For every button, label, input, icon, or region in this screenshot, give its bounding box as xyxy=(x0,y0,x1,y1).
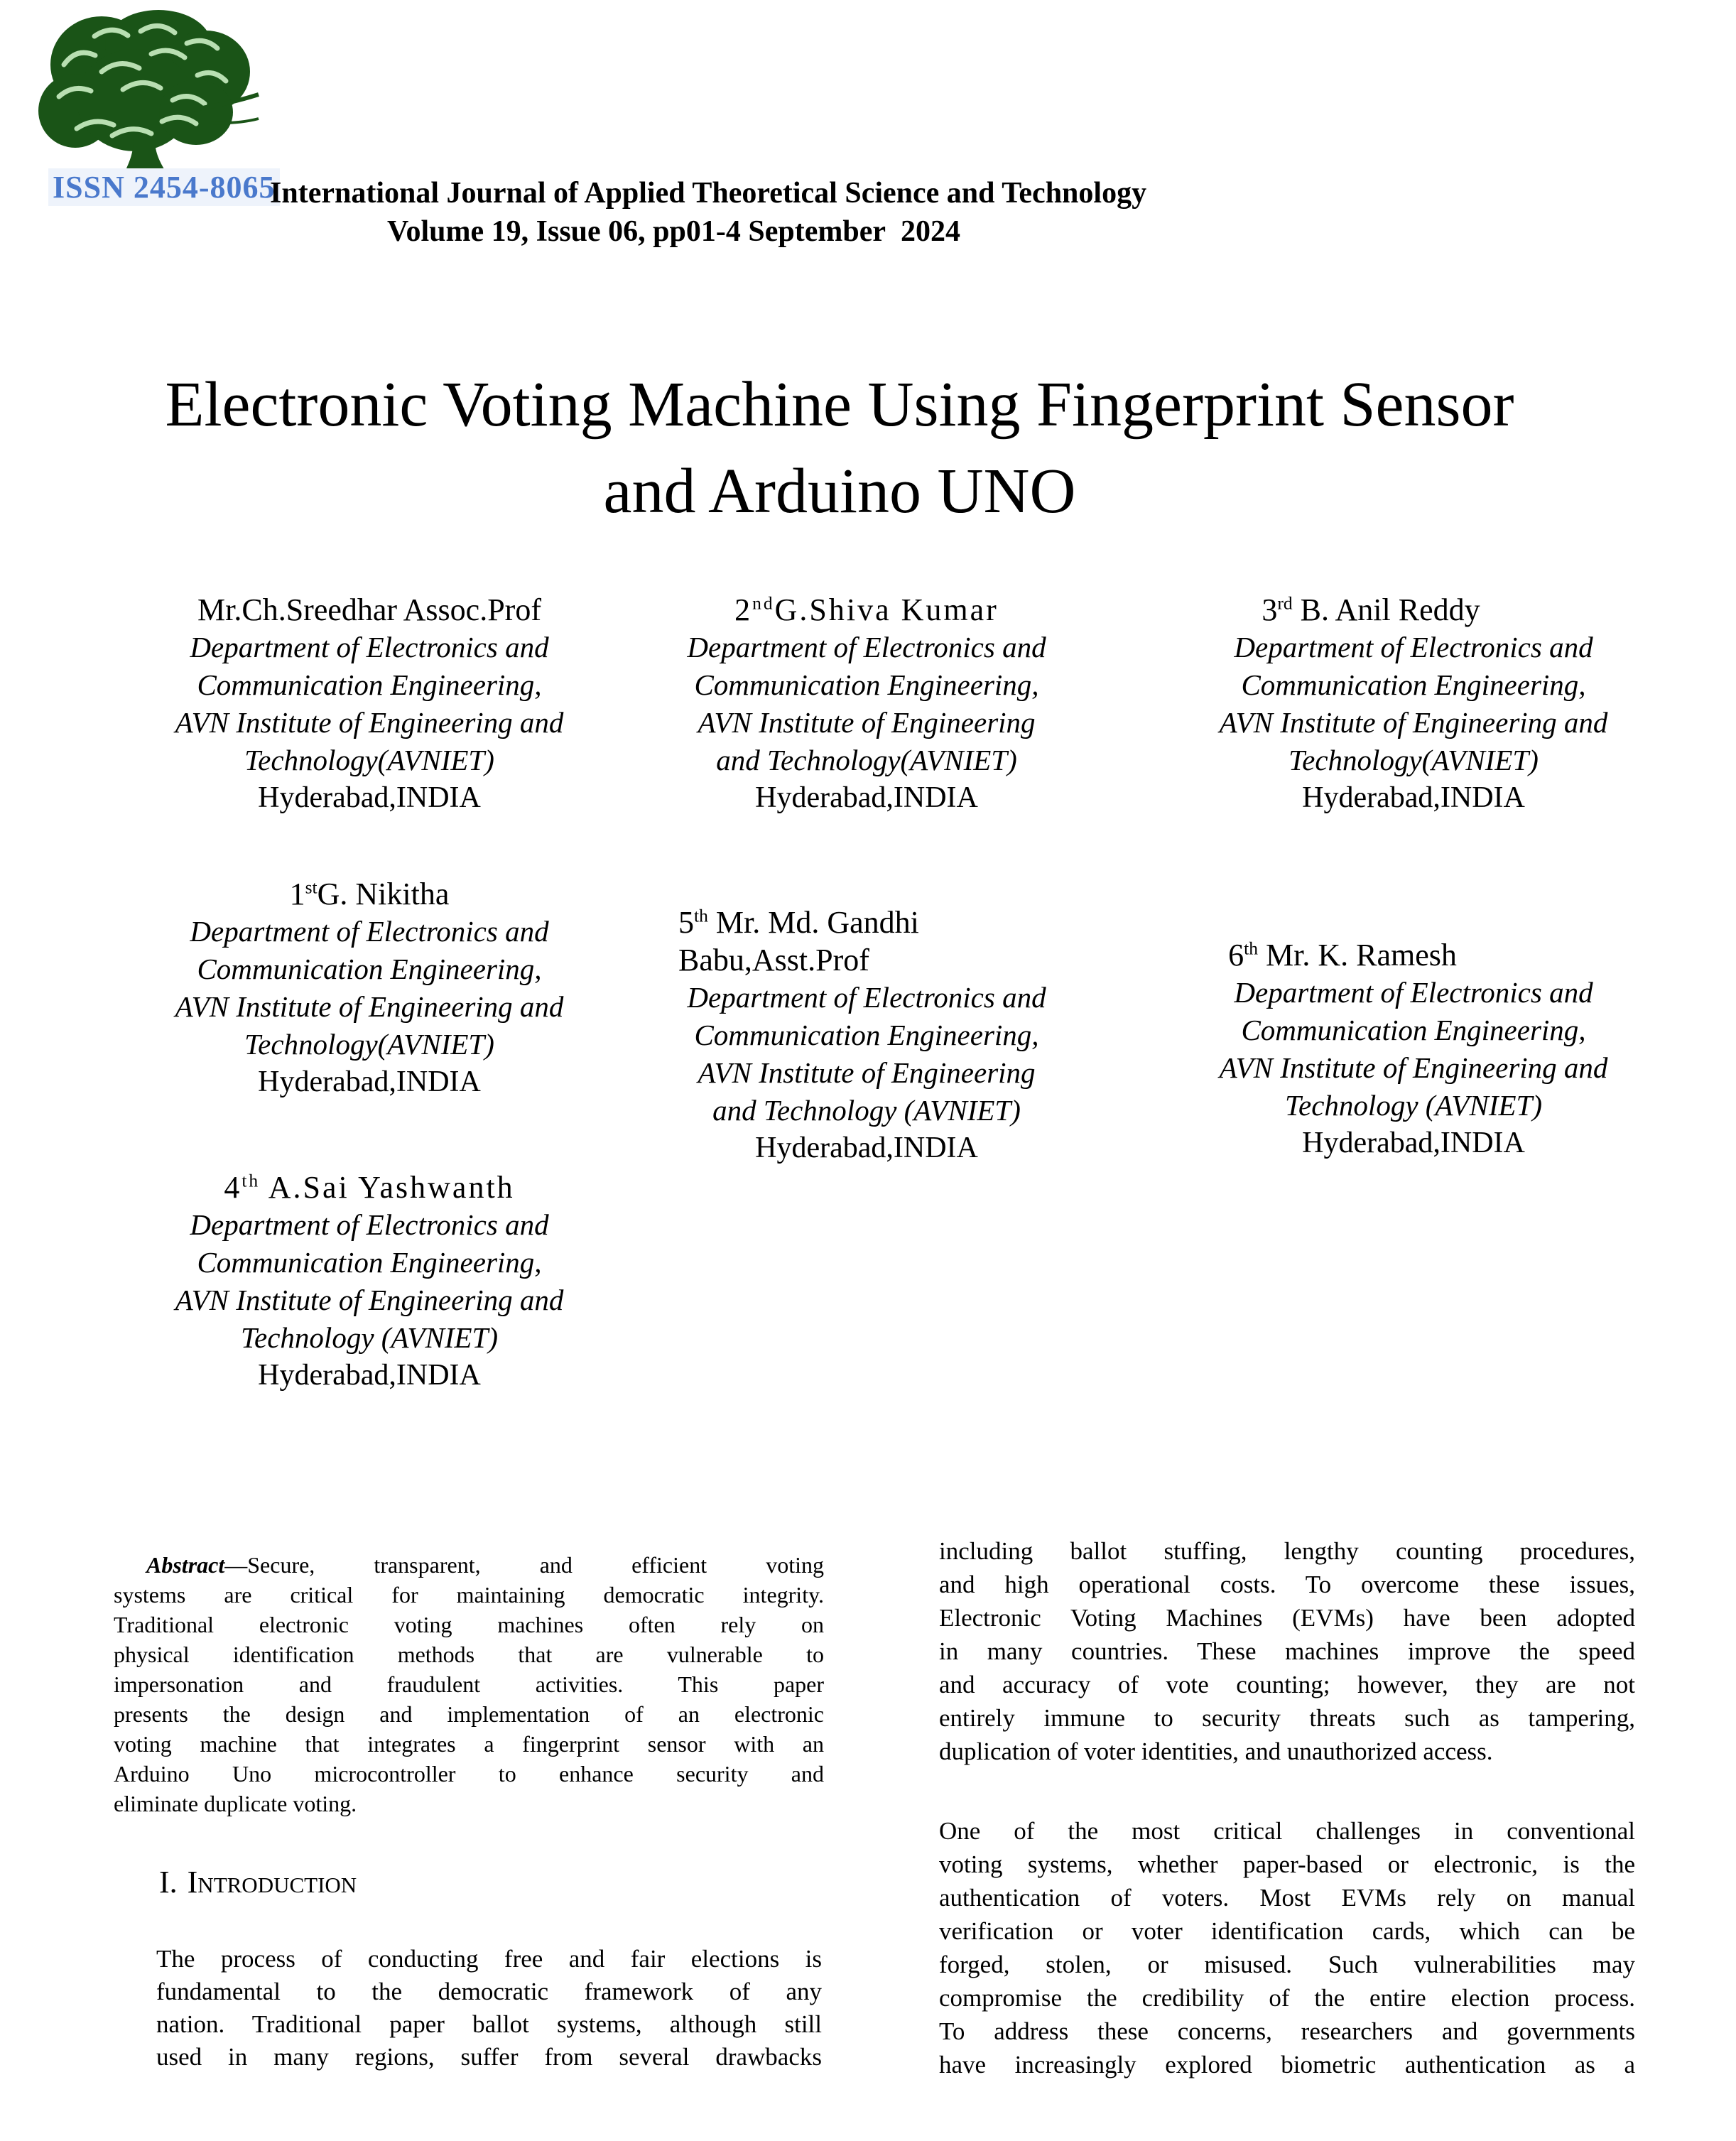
body-line: have increasingly explored biometric authentication as a xyxy=(939,2051,1635,2078)
abstract-line: physical identification methods that are vulnerable to xyxy=(114,1642,824,1667)
author-affiliation-line: and Technology (AVNIET) xyxy=(712,1094,1021,1127)
author-affiliation-line: Department of Electronics and xyxy=(687,631,1046,663)
journal-name: International Journal of Applied Theoretical Science and Technology xyxy=(270,177,1147,210)
author-block-7 xyxy=(99,1169,639,1394)
author-city: Hyderabad,INDIA xyxy=(258,1066,481,1098)
body-line: compromise the credibility of the entire election process. xyxy=(939,1984,1635,2012)
author-block-3 xyxy=(1151,591,1676,817)
author-affiliation-line: AVN Institute of Engineering and xyxy=(175,1284,564,1316)
author-city: Hyderabad,INDIA xyxy=(755,1132,978,1164)
issn-number: ISSN 2454-8065 xyxy=(48,168,280,206)
abstract-label: Abstract xyxy=(146,1552,225,1578)
author-affiliation-line: Communication Engineering, xyxy=(694,668,1039,701)
author-affiliation-line: Department of Electronics and xyxy=(687,981,1046,1014)
body-line: verification or voter identification cards, which can be xyxy=(939,1917,1635,1945)
body-line: including ballot stuffing, lengthy counting procedures, xyxy=(939,1537,1635,1565)
brain-tree-icon xyxy=(27,4,261,182)
author-affiliation-line: Department of Electronics and xyxy=(190,915,549,948)
abstract-line: impersonation and fraudulent activities. This paper xyxy=(114,1671,824,1697)
abstract-line: presents the design and implementation of an electronic xyxy=(114,1701,824,1727)
author-name: 1stG. Nikitha xyxy=(289,877,450,911)
section-title: Introduction xyxy=(187,1865,357,1899)
author-city: Hyderabad,INDIA xyxy=(258,781,481,814)
abstract-line: systems are critical for maintaining democratic integrity. xyxy=(114,1582,824,1608)
author-affiliation-line: and Technology(AVNIET) xyxy=(716,744,1017,776)
right-column-paragraph-2 xyxy=(939,1814,1635,2081)
author-block-5 xyxy=(611,904,1122,1167)
author-city: Hyderabad,INDIA xyxy=(1302,781,1525,814)
body-line: forged, stolen, or misused. Such vulnerabilities may xyxy=(939,1951,1635,1978)
abstract-line: Arduino Uno microcontroller to enhance security and xyxy=(114,1761,824,1787)
author-city: Hyderabad,INDIA xyxy=(755,781,978,814)
body-line: One of the most critical challenges in conventional xyxy=(939,1817,1635,1845)
introduction-paragraph xyxy=(156,1943,822,2074)
body-line: voting systems, whether paper-based or electronic, is the xyxy=(939,1850,1635,1878)
abstract-section xyxy=(114,1550,824,1819)
author-affiliation-line: AVN Institute of Engineering and xyxy=(175,990,564,1023)
paper-title-line2: and Arduino UNO xyxy=(603,456,1076,526)
author-city: Hyderabad,INDIA xyxy=(258,1359,481,1392)
author-affiliation-line: AVN Institute of Engineering and xyxy=(1219,706,1608,739)
author-affiliation-line: Technology (AVNIET) xyxy=(1285,1089,1542,1122)
abstract-line: Traditional electronic voting machines often rely on xyxy=(114,1612,824,1637)
body-line: nation. Traditional paper ballot systems, although still xyxy=(156,2010,822,2038)
body-line: duplication of voter identities, and unauthorized access. xyxy=(939,1738,1493,1765)
section-numeral: I. xyxy=(159,1865,178,1899)
right-column-paragraph-1 xyxy=(939,1534,1635,1768)
author-affiliation-line: Department of Electronics and xyxy=(190,1208,549,1241)
body-line: used in many regions, suffer from several drawbacks xyxy=(156,2043,822,2071)
author-name-line2: Babu,Asst.Prof xyxy=(678,943,869,977)
author-block-2 xyxy=(611,591,1122,817)
body-line: entirely immune to security threats such as tampering, xyxy=(939,1704,1635,1732)
author-block-1 xyxy=(99,591,639,817)
author-affiliation-line: Communication Engineering, xyxy=(1241,668,1586,701)
author-name: 3rd B. Anil Reddy xyxy=(1262,592,1480,627)
author-affiliation-line: AVN Institute of Engineering and xyxy=(1219,1051,1608,1084)
author-name: 6th Mr. K. Ramesh xyxy=(1228,938,1457,972)
body-line: in many countries. These machines improve the speed xyxy=(939,1637,1635,1665)
author-block-6 xyxy=(1151,936,1676,1162)
body-line: and accuracy of vote counting; however, they are not xyxy=(939,1671,1635,1698)
author-affiliation-line: Department of Electronics and xyxy=(1234,976,1593,1009)
author-affiliation-line: Technology(AVNIET) xyxy=(1289,744,1539,776)
author-name: 2ndG.Shiva Kumar xyxy=(734,592,999,627)
author-affiliation-line: Communication Engineering, xyxy=(197,1246,542,1279)
author-affiliation-line: AVN Institute of Engineering xyxy=(698,1056,1036,1089)
abstract-last-line: eliminate duplicate voting. xyxy=(114,1791,357,1816)
author-affiliation-line: Communication Engineering, xyxy=(694,1019,1039,1051)
section-heading-introduction xyxy=(159,1864,357,1900)
body-line: The process of conducting free and fair elections is xyxy=(156,1945,822,1973)
author-affiliation-line: Technology(AVNIET) xyxy=(244,744,494,776)
paper-title-line1: Electronic Voting Machine Using Fingerprint Sensor xyxy=(165,369,1514,440)
body-line: fundamental to the democratic framework of any xyxy=(156,1978,822,2005)
body-line: and high operational costs. To overcome these issues, xyxy=(939,1571,1635,1598)
author-affiliation-line: Department of Electronics and xyxy=(190,631,549,663)
author-affiliation-line: Department of Electronics and xyxy=(1234,631,1593,663)
author-affiliation-line: AVN Institute of Engineering and xyxy=(175,706,564,739)
author-affiliation-line: Communication Engineering, xyxy=(1241,1014,1586,1046)
author-name: 4th A.Sai Yashwanth xyxy=(224,1170,515,1205)
author-name: Mr.Ch.Sreedhar Assoc.Prof xyxy=(197,592,541,627)
abstract-line: voting machine that integrates a fingerprint sensor with an xyxy=(114,1731,824,1757)
author-affiliation-line: Communication Engineering, xyxy=(197,668,542,701)
body-line: authentication of voters. Most EVMs rely on manual xyxy=(939,1884,1635,1912)
volume-line: Volume 19, Issue 06, pp01-4 September 2024 xyxy=(387,215,960,248)
abstract-first-line: Abstract—Secure, transparent, and efficient voting xyxy=(146,1552,824,1578)
author-name: 5th Mr. Md. Gandhi xyxy=(678,905,919,940)
author-affiliation-line: AVN Institute of Engineering xyxy=(698,706,1036,739)
author-affiliation-line: Technology (AVNIET) xyxy=(241,1321,498,1354)
author-city: Hyderabad,INDIA xyxy=(1302,1127,1525,1159)
journal-logo xyxy=(27,4,261,175)
issn-label xyxy=(48,169,280,205)
author-affiliation-line: Technology(AVNIET) xyxy=(244,1028,494,1061)
author-block-4 xyxy=(99,875,639,1101)
author-affiliation-line: Communication Engineering, xyxy=(197,953,542,985)
body-line: To address these concerns, researchers and governments xyxy=(939,2017,1635,2045)
body-line: Electronic Voting Machines (EVMs) have been adopted xyxy=(939,1604,1635,1632)
